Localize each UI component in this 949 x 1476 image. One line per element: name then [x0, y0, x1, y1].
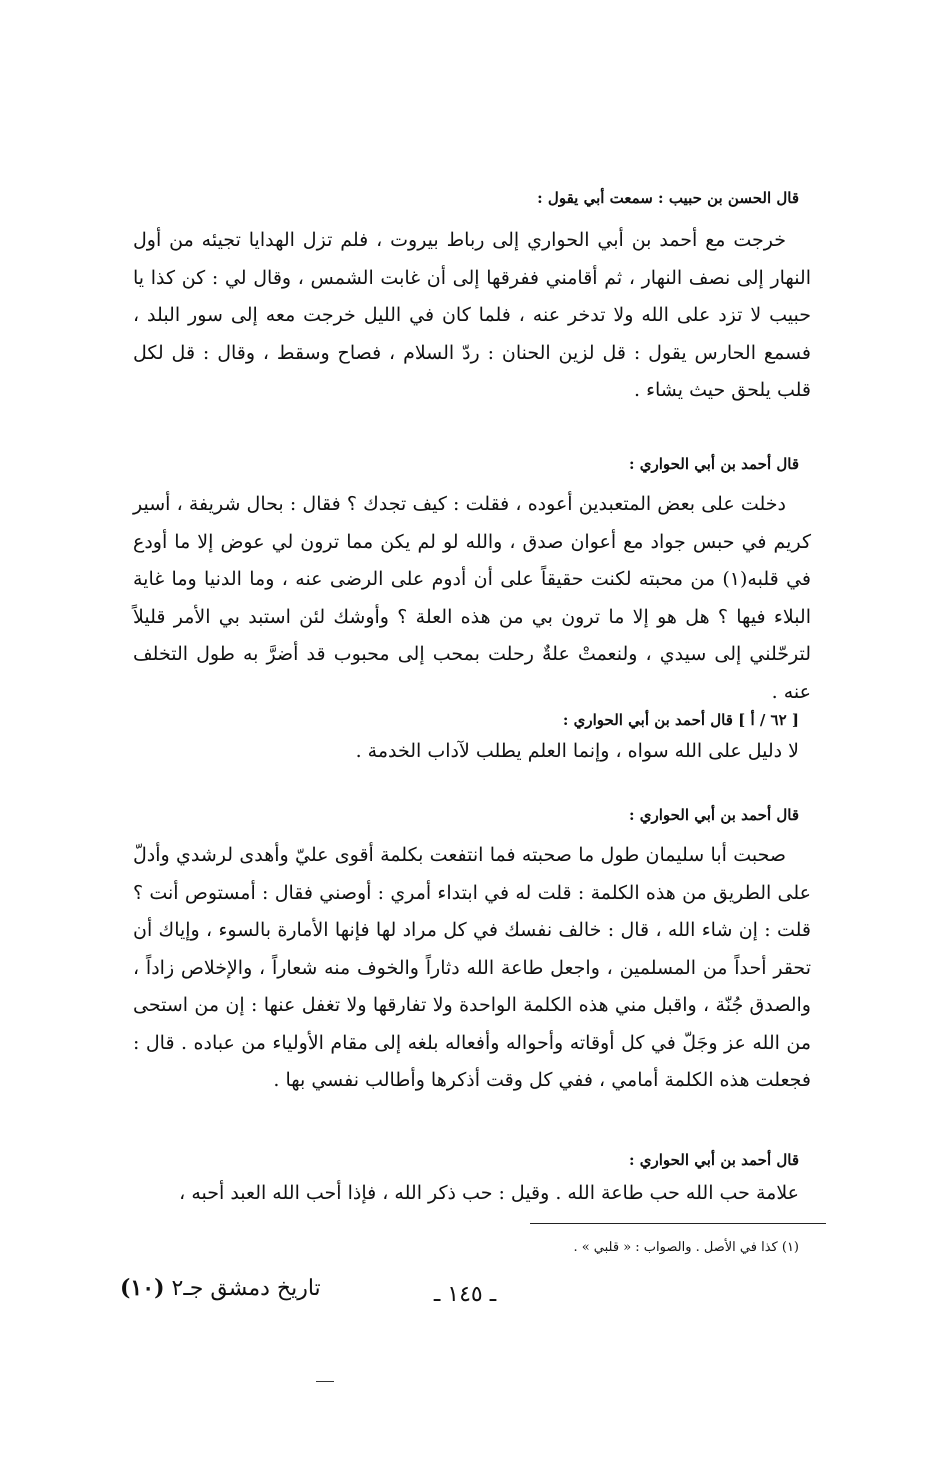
scan-mark — [316, 1381, 334, 1382]
book-signature — [120, 1275, 321, 1301]
paragraph-3: لا دليل على الله سواه ، وإنما العلم يطلب لآداب الخدمة . — [355, 740, 799, 762]
section-heading-4: قال أحمد بن أبي الحواري : — [628, 806, 799, 824]
paragraph-1: خرجت مع أحمد بن أبي الحواري إلى رباط بيروت ، فلم تزل الهدايا تجيئه من أول النهار إلى نصف النهار ، ثم أقامني ففرقها إلى أن غابت الشمس ، وقال لي : كن كذا يا حبيب لا تزد على الله ولا تدخر عنه ، فلما كان في الليل خرجت معه إلى سور البلد ، فسمع الحارس يقول : قل لزين الحنان : ردّ السلام ، فصاح وسقط ، وقال : قل لكل قلب يلحق حيث يشاء . — [133, 229, 811, 401]
section-heading-2: قال أحمد بن أبي الحواري : — [628, 455, 799, 473]
paragraph-5: علامة حب الله حب طاعة الله . وقيل : حب ذكر الله ، فإذا أحب الله العبد أحبه ، — [179, 1182, 799, 1204]
page-number: ـ ١٤٥ ـ — [433, 1282, 497, 1307]
section-heading-5: قال أحمد بن أبي الحواري : — [628, 1151, 799, 1169]
book-title: تاريخ دمشق جـ٢ — [171, 1276, 321, 1301]
paragraph-2: دخلت على بعض المتعبدين أعوده ، فقلت : كيف تجدك ؟ فقال : بحال شريفة ، أسير كريم في حبس جواد مع أعوان صدق ، والله لو لم يكن مما ترون لي عوض إلا ما أودع في قلبه(١) من محبته لكنت حقيقاً على أن أدوم على الرضى عنه ، وما الدنيا وما غاية البلاء فيها ؟ هل هو إلا ما ترون بي من هذه العلة ؟ وأوشك لئن استبد بي الأمر قليلاً لترحّلني إلى سيدي ، ولنعمتْ علةٌ رحلت بمحب إلى محبوب قد أضرَّ به طول التخلف عنه . — [133, 493, 811, 703]
volume-mark: (١٠) — [120, 1275, 165, 1301]
section-heading-1: قال الحسن بن حبيب : سمعت أبي يقول : — [537, 189, 799, 207]
footnote: (١) كذا في الأصل . والصواب : « قلبي » . — [573, 1240, 799, 1255]
paragraph-4: صحبت أبا سليمان طول ما صحبته فما انتفعت بكلمة أقوى عليّ وأهدى لرشدي وأدلّ على الطريق من هذه الكلمة : قلت له في ابتداء أمري : أوصني فقال : أمستوص أنت ؟ قلت : إن شاء الله ، قال : خالف نفسك في كل مراد لها فإنها الأمارة بالسوء ، وإياك أن تحقر أحداً من المسلمين ، واجعل طاعة الله دثاراً والخوف منه شعاراً ، والإخلاص زاداً ، والصدق جُنّة ، واقبل مني هذه الكلمة الواحدة ولا تفارقها ولا تغفل عنها : إن من استحى من الله عز وجَلّ في كل أوقاته وأحواله وأفعاله بلغه إلى مقام الأولياء من عباده . قال : فجعلت هذه الكلمة أمامي ، ففي كل وقت أذكرها وأطالب نفسي بها . — [133, 844, 811, 1091]
footnote-divider — [530, 1223, 826, 1224]
section-heading-3: [ ٦٢ / أ ] قال أحمد بن أبي الحواري : — [562, 711, 799, 729]
